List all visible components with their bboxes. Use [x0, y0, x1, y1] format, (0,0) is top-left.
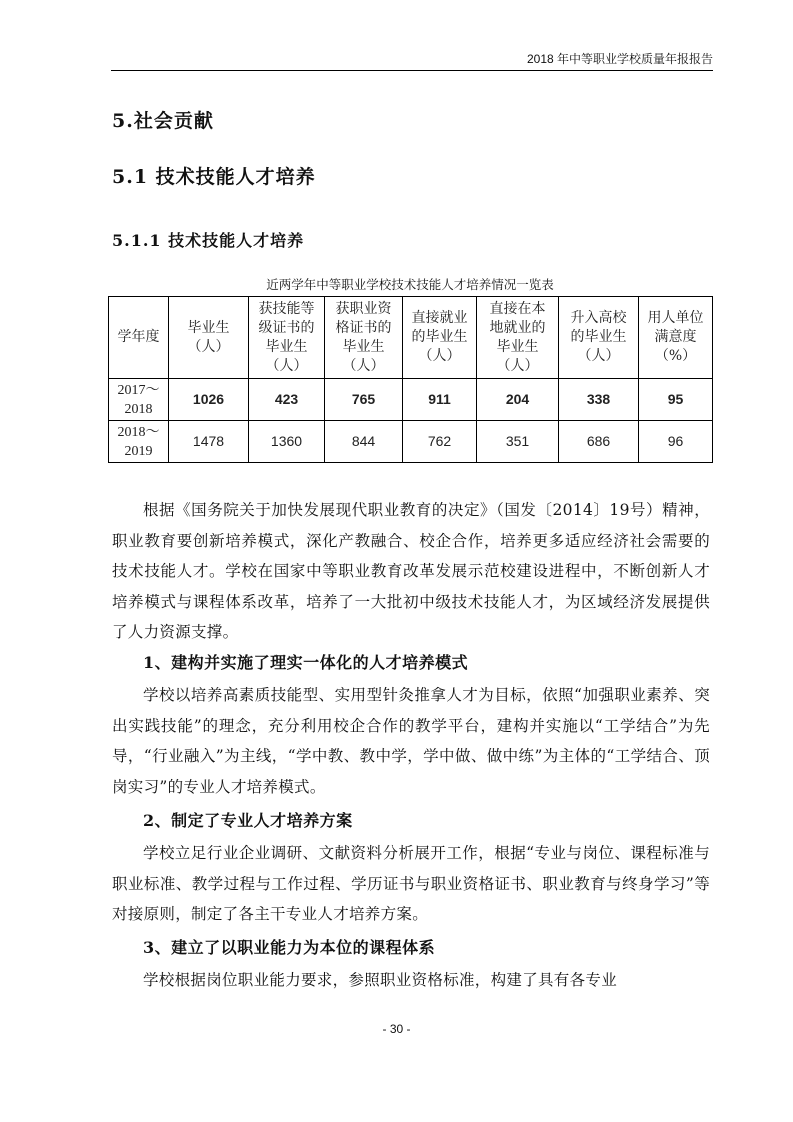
column-header: [477, 297, 559, 379]
section-heading: 5.社会贡献: [112, 110, 214, 132]
intro-paragraph: 根据《国务院关于加快发展现代职业教育的决定》（国发〔2014〕19号）精神，职业教育要创新培养模式，深化产教融合、校企合作，培养更多适应经济社会需要的技术技能人才。学校在国家中等职业教育改革发展示范校建设进程中，不断创新人才培养模式与课程体系改革，培养了一大批初中级技术技能人才，为区域经济发展提供了人力资源支撑。: [112, 501, 710, 641]
column-header-line: 毕业生: [187, 319, 230, 336]
column-header-line: 毕业生: [265, 338, 308, 355]
value-cell: 1026: [169, 379, 249, 421]
column-header: [403, 297, 477, 379]
column-header-line: 格证书的: [335, 319, 392, 336]
column-header-line: （%）: [654, 348, 697, 364]
column-header: [169, 297, 249, 379]
subheading-2: 2、制定了专业人才培养方案: [143, 811, 353, 830]
value-cell: 911: [403, 379, 477, 421]
column-header-line: 地就业的: [489, 319, 546, 336]
column-header-line: 直接就业: [411, 310, 468, 326]
column-header-line: 获技能等: [258, 300, 315, 317]
column-header-line: 用人单位: [647, 310, 704, 326]
column-header-line: 的毕业生: [411, 329, 468, 345]
column-header-line: （人）: [265, 357, 308, 374]
column-header: [639, 297, 713, 379]
value-cell: 762: [403, 421, 477, 463]
year-line: 2018: [124, 401, 153, 417]
page-number: - 30 -: [382, 1022, 411, 1036]
column-header: [325, 297, 403, 379]
column-header-line: 学年度: [117, 329, 160, 345]
year-cell: [109, 379, 169, 421]
value-cell: 96: [639, 421, 713, 463]
column-header-line: 升入高校: [570, 310, 627, 326]
value-cell: 338: [559, 379, 639, 421]
value-cell: 204: [477, 379, 559, 421]
year-line: 2017～: [117, 382, 160, 398]
value-cell: 1360: [249, 421, 325, 463]
column-header-line: （人）: [187, 338, 230, 355]
paragraph-2: 学校立足行业企业调研、文献资料分析展开工作，根据“专业与岗位、课程标准与职业标准、教学过程与工作过程、学历证书与职业资格证书、职业教育与终身学习”等对接原则，制定了各主干专业人才培养方案。: [112, 844, 710, 923]
subsection-heading: 5.1 技术技能人才培养: [112, 166, 316, 188]
column-header-line: 获职业资: [335, 300, 392, 317]
subsubsection-heading: 5.1.1 技术技能人才培养: [112, 231, 305, 250]
value-cell: 351: [477, 421, 559, 463]
column-header-line: （人）: [496, 357, 539, 374]
column-header: [109, 297, 169, 379]
value-cell: 1478: [169, 421, 249, 463]
value-cell: 95: [639, 379, 713, 421]
subheading-1: 1、建构并实施了理实一体化的人才培养模式: [143, 653, 469, 672]
value-cell: 765: [325, 379, 403, 421]
table-row: [109, 421, 713, 463]
column-header: [559, 297, 639, 379]
paragraph-3: 学校根据岗位职业能力要求，参照职业资格标准，构建了具有各专业: [143, 971, 618, 989]
table-header-row: [109, 297, 713, 379]
paragraph-1: 学校以培养高素质技能型、实用型针灸推拿人才为目标，依照“加强职业素养、突出实践技能”的理念，充分利用校企合作的教学平台，建构并实施以“工学结合”为先导，“行业融入”为主线，“学中教、教中学，学中做、做中练”为主体的“工学结合、顶岗实习”的专业人才培养模式。: [112, 686, 710, 796]
column-header-line: （人）: [577, 348, 620, 364]
column-header-line: （人）: [342, 357, 385, 374]
page-header: 2018 年中等职业学校质量年报报告: [526, 52, 713, 66]
value-cell: 844: [325, 421, 403, 463]
column-header-line: 级证书的: [258, 319, 315, 336]
table-row: [109, 379, 713, 421]
column-header-line: 毕业生: [342, 338, 385, 355]
header-divider: [111, 70, 713, 71]
value-cell: 423: [249, 379, 325, 421]
table-caption: 近两学年中等职业学校技术技能人才培养情况一览表: [266, 277, 554, 292]
column-header-line: 直接在本: [489, 300, 546, 317]
value-cell: 686: [559, 421, 639, 463]
column-header-line: 满意度: [654, 329, 697, 345]
year-cell: [109, 421, 169, 463]
column-header-line: 的毕业生: [570, 329, 627, 345]
column-header-line: 毕业生: [496, 338, 539, 355]
column-header-line: （人）: [418, 348, 461, 364]
column-header: [249, 297, 325, 379]
subheading-3: 3、建立了以职业能力为本位的课程体系: [143, 938, 436, 957]
year-line: 2019: [124, 443, 153, 459]
graduates-table: [108, 296, 713, 463]
year-line: 2018～: [117, 424, 160, 440]
